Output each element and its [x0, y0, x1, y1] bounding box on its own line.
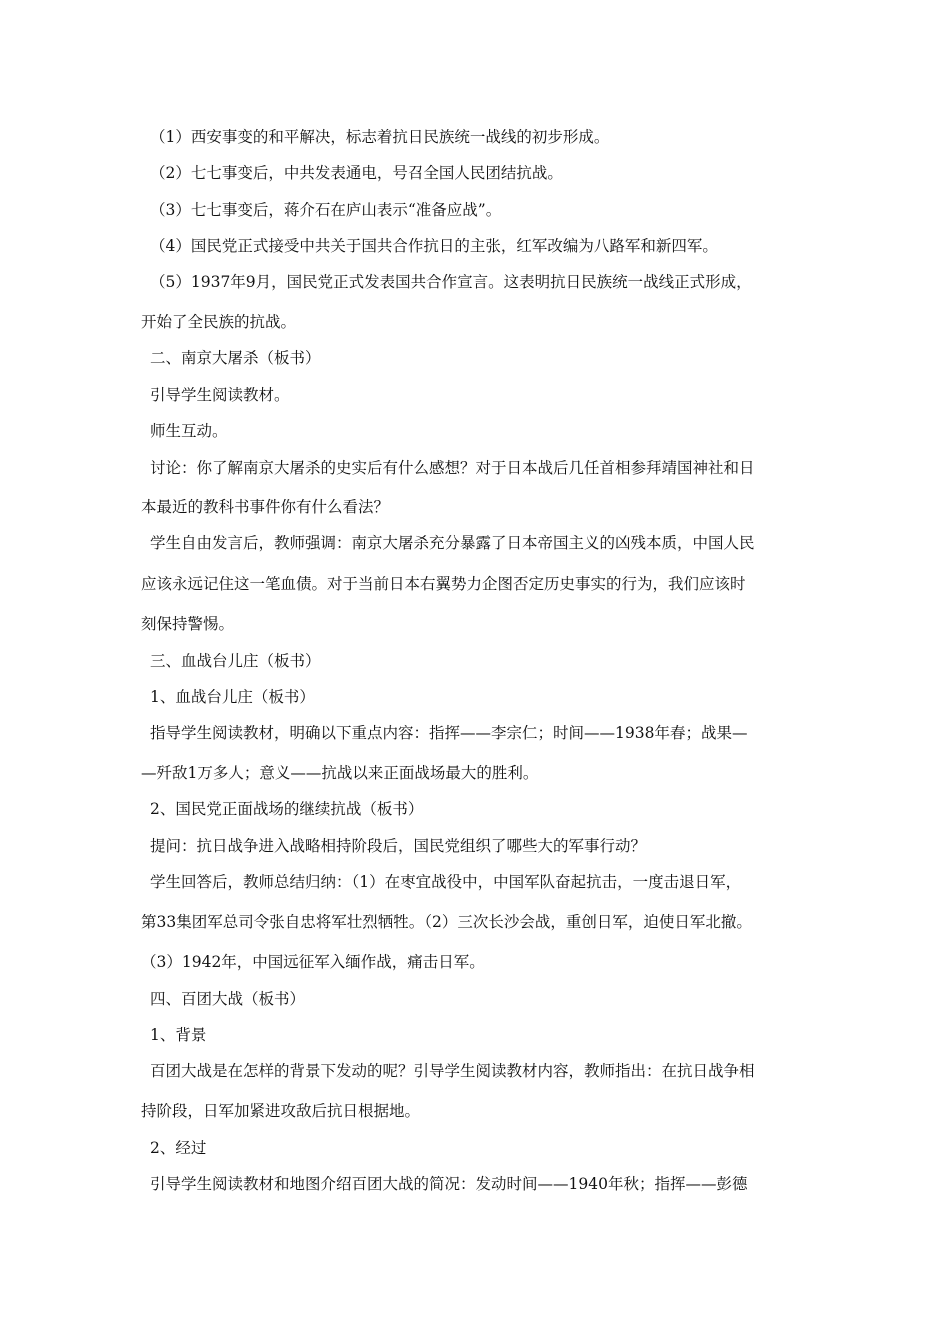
paragraph-line: （1）西安事变的和平解决，标志着抗日民族统一战线的初步形成。: [150, 128, 610, 146]
subsection-heading: 2、经过: [150, 1139, 207, 1157]
paragraph-line: 提问：抗日战争进入战略相持阶段后，国民党组织了哪些大的军事行动？: [150, 837, 647, 855]
paragraph-line: 指导学生阅读教材，明确以下重点内容：指挥——李宗仁；时间——1938年春；战果—: [150, 724, 748, 742]
paragraph-line: 应该永远记住这一笔血债。对于当前日本右翼势力企图否定历史事实的行为，我们应该时: [141, 575, 746, 593]
subsection-heading: 1、血战台儿庄（板书）: [150, 688, 315, 706]
paragraph-line: 引导学生阅读教材和地图介绍百团大战的简况：发动时间——1940年秋；指挥——彭德: [150, 1175, 748, 1193]
paragraph-line: （3）七七事变后，蒋介石在庐山表示“准备应战”。: [150, 201, 502, 219]
section-heading: 四、百团大战（板书）: [150, 990, 306, 1008]
paragraph-line: （4）国民党正式接受中共关于国共合作抗日的主张，红军改编为八路军和新四军。: [150, 237, 718, 255]
paragraph-line: 引导学生阅读教材。: [150, 386, 290, 404]
paragraph-line: 讨论：你了解南京大屠杀的史实后有什么感想？对于日本战后几任首相参拜靖国神社和日: [150, 459, 755, 477]
paragraph-line: 开始了全民族的抗战。: [141, 313, 297, 331]
paragraph-line: （5）1937年9月，国民党正式发表国共合作宣言。这表明抗日民族统一战线正式形成，: [150, 273, 752, 291]
paragraph-line: 百团大战是在怎样的背景下发动的呢？引导学生阅读教材内容，教师指出：在抗日战争相: [150, 1062, 755, 1080]
paragraph-line: 持阶段，日军加紧进攻敌后抗日根据地。: [141, 1102, 421, 1120]
section-heading: 二、南京大屠杀（板书）: [150, 349, 321, 367]
subsection-heading: 2、国民党正面战场的继续抗战（板书）: [150, 800, 424, 818]
subsection-heading: 1、背景: [150, 1026, 207, 1044]
paragraph-line: 本最近的教科书事件你有什么看法？: [141, 498, 390, 516]
paragraph-line: 刻保持警惕。: [141, 615, 235, 633]
paragraph-line: 学生回答后，教师总结归纳：（1）在枣宜战役中，中国军队奋起抗击，一度击退日军，: [150, 873, 742, 891]
paragraph-line: 学生自由发言后，教师强调：南京大屠杀充分暴露了日本帝国主义的凶残本质，中国人民: [150, 534, 755, 552]
section-heading: 三、血战台儿庄（板书）: [150, 652, 321, 670]
paragraph-line: （2）七七事变后，中共发表通电，号召全国人民团结抗战。: [150, 164, 563, 182]
paragraph-line: 第33集团军总司令张自忠将军壮烈牺牲。（2）三次长沙会战，重创日军，迫使日军北撤。: [141, 913, 752, 931]
paragraph-line: （3）1942年，中国远征军入缅作战，痛击日军。: [141, 953, 485, 971]
paragraph-line: 师生互动。: [150, 422, 228, 440]
paragraph-line: —歼敌1万多人；意义——抗战以来正面战场最大的胜利。: [141, 764, 539, 782]
